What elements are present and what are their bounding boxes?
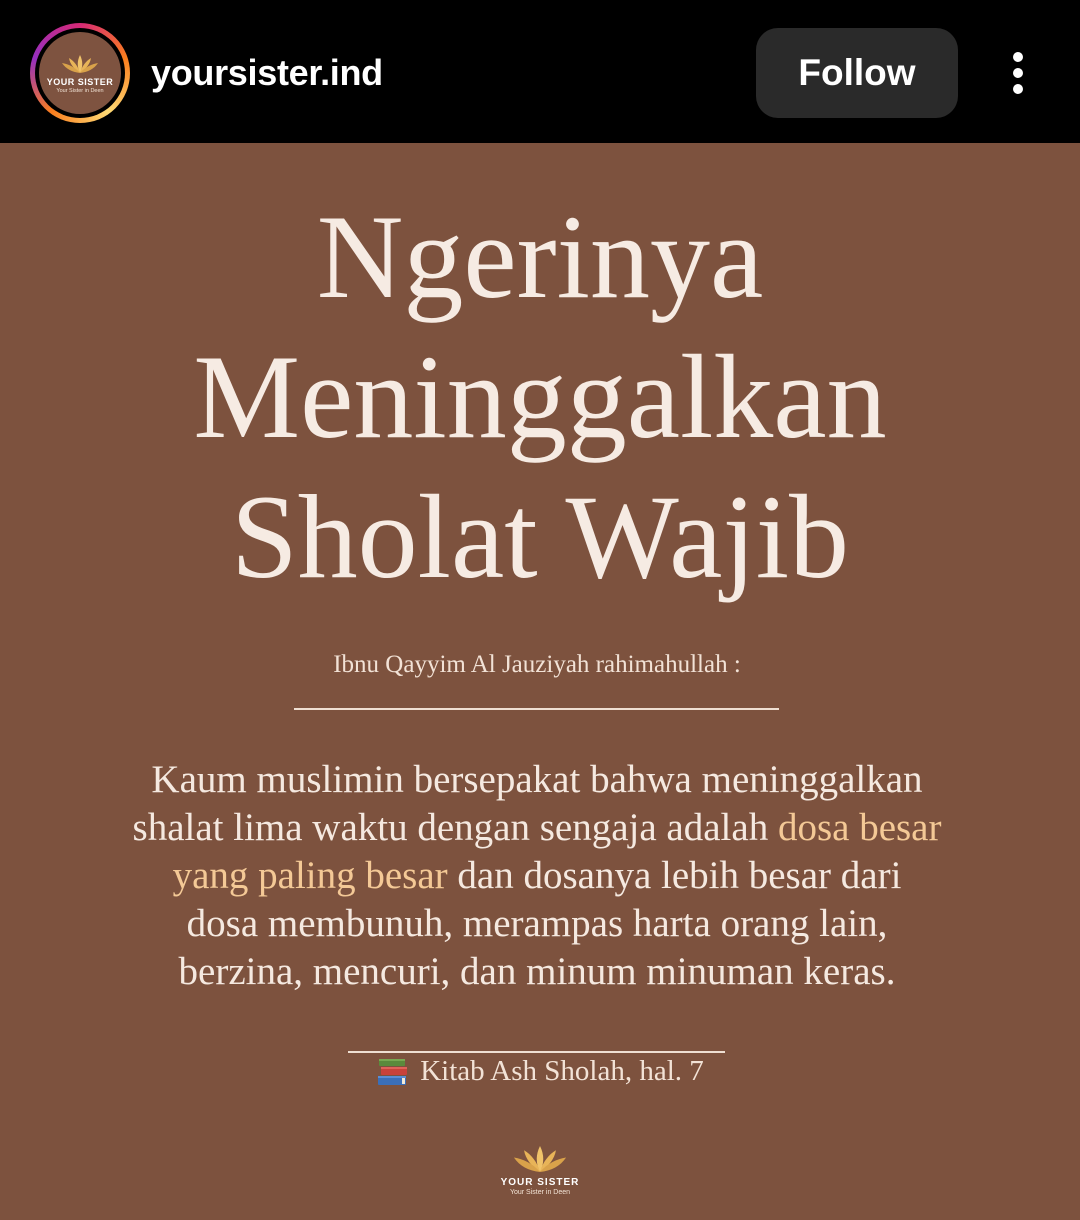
highlight-text: yang paling besar	[172, 854, 448, 897]
post-header	[0, 0, 1080, 143]
quote-line-1: Kaum muslimin bersepakat bahwa meninggalkan	[151, 758, 923, 801]
divider-bottom	[348, 1051, 725, 1053]
follow-button[interactable]: Follow	[756, 28, 958, 118]
footer-logo	[490, 1143, 590, 1196]
more-vertical-icon[interactable]	[1000, 48, 1036, 98]
title-line-3: Sholat Wajib	[230, 470, 850, 603]
quote-line-2: shalat lima waktu dengan sengaja adalah dosa besar	[132, 806, 942, 849]
avatar-brand-text: YOUR SISTER	[46, 76, 114, 87]
post-title	[0, 187, 1080, 607]
reference-text: Kitab Ash Sholah, hal. 7	[420, 1055, 704, 1087]
highlight-text: dosa besar	[777, 806, 942, 849]
title-line-2: Meninggalkan	[193, 330, 887, 463]
quote-source: Ibnu Qayyim Al Jauziyah rahimahullah :	[333, 651, 741, 678]
profile-avatar[interactable]	[30, 23, 130, 123]
quote-line-4: dosa membunuh, merampas harta orang lain,	[186, 902, 888, 945]
book-reference	[0, 1055, 1080, 1088]
post-image[interactable]	[0, 143, 1080, 1220]
quote-line-5: berzina, mencuri, dan minum minuman keras.	[178, 950, 896, 993]
books-icon	[376, 1056, 410, 1088]
footer-tagline: Your Sister in Deen	[509, 1189, 571, 1196]
title-line-1: Ngerinya	[316, 190, 764, 323]
lotus-icon	[511, 1143, 569, 1175]
divider-top	[294, 708, 779, 710]
quote-line-3: yang paling besar dan dosanya lebih besar dari	[172, 854, 902, 897]
username-link[interactable]: yoursister.ind	[151, 52, 383, 93]
lotus-icon	[60, 53, 100, 75]
quote-body	[60, 756, 1014, 996]
avatar-tagline: Your Sister in Deen	[56, 87, 104, 94]
avatar-logo	[39, 32, 121, 114]
footer-brand-text: YOUR SISTER	[500, 1177, 580, 1188]
